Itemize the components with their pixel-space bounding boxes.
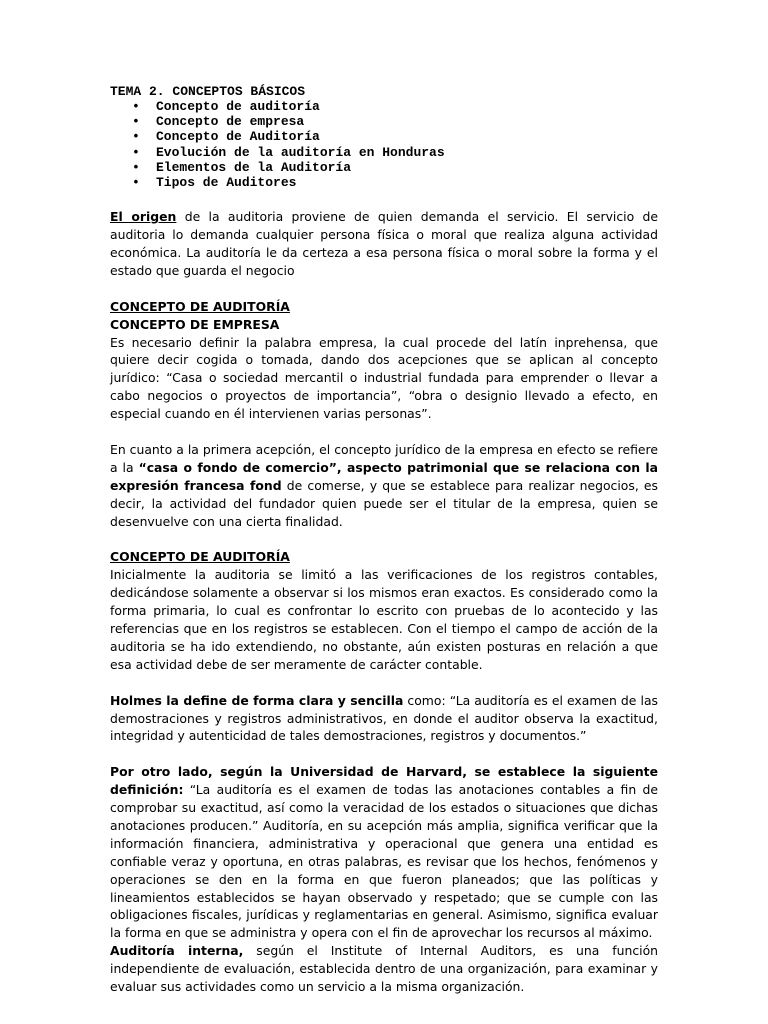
harvard-paragraph: Por otro lado, según la Universidad de Harvard, se establece la siguiente definición: “La auditoría es el examen de todas las anotaciones contables a fin de comprobar su exactitud, así como la veracidad de los estados o situaciones que dichas anotaciones producen.” Auditoría, en su acepción más amplia, significa verificar que la información financiera, administrativa y operacional que genera una entidad es confiable veraz y oportuna, en otras palabras, es revisar que los hechos, fenómenos y operaciones se den en la forma en que fueron planeados; que las políticas y lineamientos establecidos se hayan observado y respetado; que se cumple con las obligaciones fiscales, jurídicas y reglamentarias en general. Asimismo, significa evaluar la forma en que se administra y opera con el fin de aprovechar los recursos al máximo. [110,764,658,941]
origen-lead: El origen [110,209,177,225]
topic-item: • Concepto de empresa [132,114,305,130]
empresa-paragraph-1: Es necesario definir la palabra empresa, la cual procede del latín inprehensa, que quiere decir cogida o tomada, dando dos acepciones que se aplican al concepto jurídico: “Casa o sociedad mercantil o industrial fundada para emprender o llevar a cabo negocios o proyectos de importancia”, “obra o designio llevado a efecto, en especial cuando en él intervienen varias personas”. [110,334,658,422]
auditoria-interna-paragraph: Auditoría interna, según el Institute of Internal Auditors, es una función independiente de evaluación, establecida dentro de una organización, para examinar y evaluar sus actividades como un servicio a la misma organización. [110,943,659,995]
bullet-icon: • [132,114,140,130]
empresa-paragraph-2: En cuanto a la primera acepción, el concepto jurídico de la empresa en efecto se refiere a la “casa o fondo de comercio”, aspecto patrimonial que se relaciona con la expresión francesa fond de comerse, y que se establece para realizar negocios, es decir, la actividad del fundador quien puede ser el titular de la empresa, quien se desenvuelve con una cierta finalidad. [110,441,659,529]
bullet-icon: • [132,144,140,160]
topic-title: TEMA 2. CONCEPTOS BÁSICOS [110,84,306,99]
holmes-paragraph: Holmes la define de forma clara y sencilla como: “La auditoría es el examen de las demostraciones y registros administrativos, en donde el auditor observa la exactitud, integridad y autenticidad de tales demostraciones, registros y documentos.” [110,692,658,744]
bullet-icon: • [132,175,140,191]
bullet-icon: • [132,129,140,145]
topic-item: • Concepto de Auditoría [132,129,320,145]
heading-concepto-auditoria: CONCEPTO DE AUDITORÍA [110,298,290,314]
origen-paragraph: El origen de la auditoria proviene de quien demanda el servicio. El servicio de auditoria lo demanda cualquier persona física o moral que realiza alguna actividad económica. La auditoría le da certeza a esa persona física o moral sobre la forma y el estado que guarda el negocio [110,209,659,278]
topic-item: • Elementos de la Auditoría [132,159,352,175]
heading-concepto-auditoria-2: CONCEPTO DE AUDITORÍA [110,549,290,565]
document-page [110,84,658,996]
topic-list [110,99,658,190]
topic-item: • Tipos de Auditores [132,175,297,191]
heading-concepto-empresa: CONCEPTO DE EMPRESA [110,316,280,332]
topic-item: • Concepto de auditoría [132,99,320,114]
topic-item: • Evolución de la auditoría en Honduras [132,144,445,160]
bullet-icon: • [132,99,140,114]
auditoria-paragraph-1: Inicialmente la auditoria se limitó a las verificaciones de los registros contables, dedicándose solamente a observar si los mismos eran exactos. Es considerado como la forma primaria, lo cual es confrontar lo escrito con pruebas de lo acontecido y las referencias que en los registros se establecen. Con el tiempo el campo de acción de la auditoria se ha ido extendiendo, no obstante, aún existen posturas en relación a que esa actividad debe de ser meramente de carácter contable. [110,567,658,672]
bullet-icon: • [132,159,140,175]
